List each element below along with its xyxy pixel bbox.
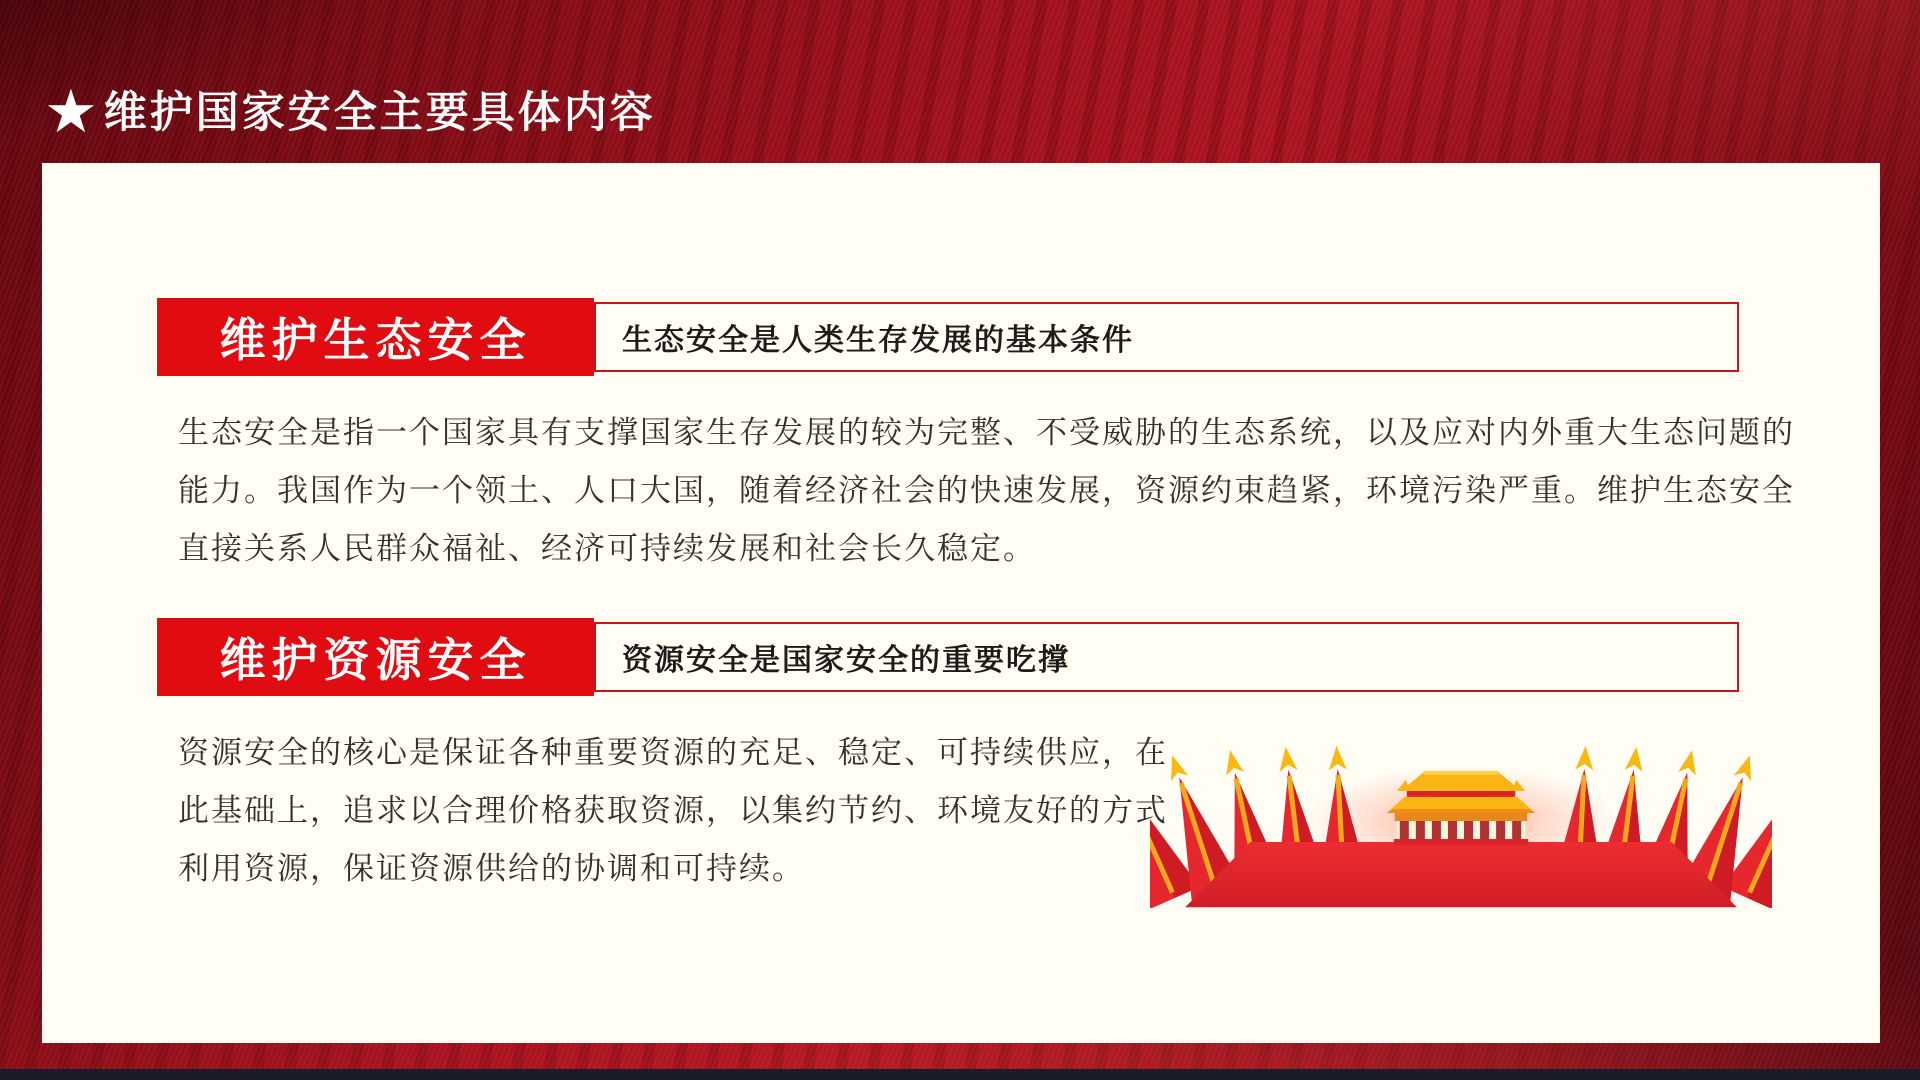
section-heading-box: [157, 618, 594, 696]
body-line: 直接关系人民群众福祉、经济可持续发展和社会长久稳定。: [178, 531, 1036, 566]
body-line: 利用资源，保证资源供给的协调和可持续。: [178, 851, 805, 886]
section-subtitle: 资源安全是国家安全的重要吃撑: [622, 644, 1070, 677]
section-ecological-security: [42, 298, 1880, 578]
section-header-row: [157, 618, 1880, 696]
slide-header: [44, 78, 656, 145]
star-icon: ★: [44, 78, 98, 145]
section-subtitle-box: [594, 302, 1739, 372]
section-body: [178, 404, 1880, 578]
section-heading-box: [157, 298, 594, 376]
body-line: 资源安全的核心是保证各种重要资源的充足、稳定、可持续供应，在: [178, 735, 1168, 770]
tiananmen-flags-illustration: [1150, 746, 1772, 908]
page-title: 维护国家安全主要具体内容: [103, 89, 656, 138]
content-panel: [42, 163, 1880, 1043]
body-line: 此基础上，追求以合理价格获取资源，以集约节约、环境友好的方式: [178, 793, 1168, 828]
section-subtitle: 生态安全是人类生存发展的基本条件: [622, 324, 1134, 357]
section-subtitle-box: [594, 622, 1739, 692]
section-header-row: [157, 298, 1880, 376]
bottom-dark-strip: [0, 1069, 1920, 1080]
section-heading: 维护资源安全: [219, 634, 532, 686]
section-heading: 维护生态安全: [219, 314, 532, 366]
body-line: 能力。我国作为一个领土、人口大国，随着经济社会的快速发展，资源约束趋紧，环境污染严重。维护生态安全: [178, 473, 1795, 508]
body-line: 生态安全是指一个国家具有支撑国家生存发展的较为完整、不受威胁的生态系统，以及应对内外重大生态问题的: [178, 415, 1795, 450]
